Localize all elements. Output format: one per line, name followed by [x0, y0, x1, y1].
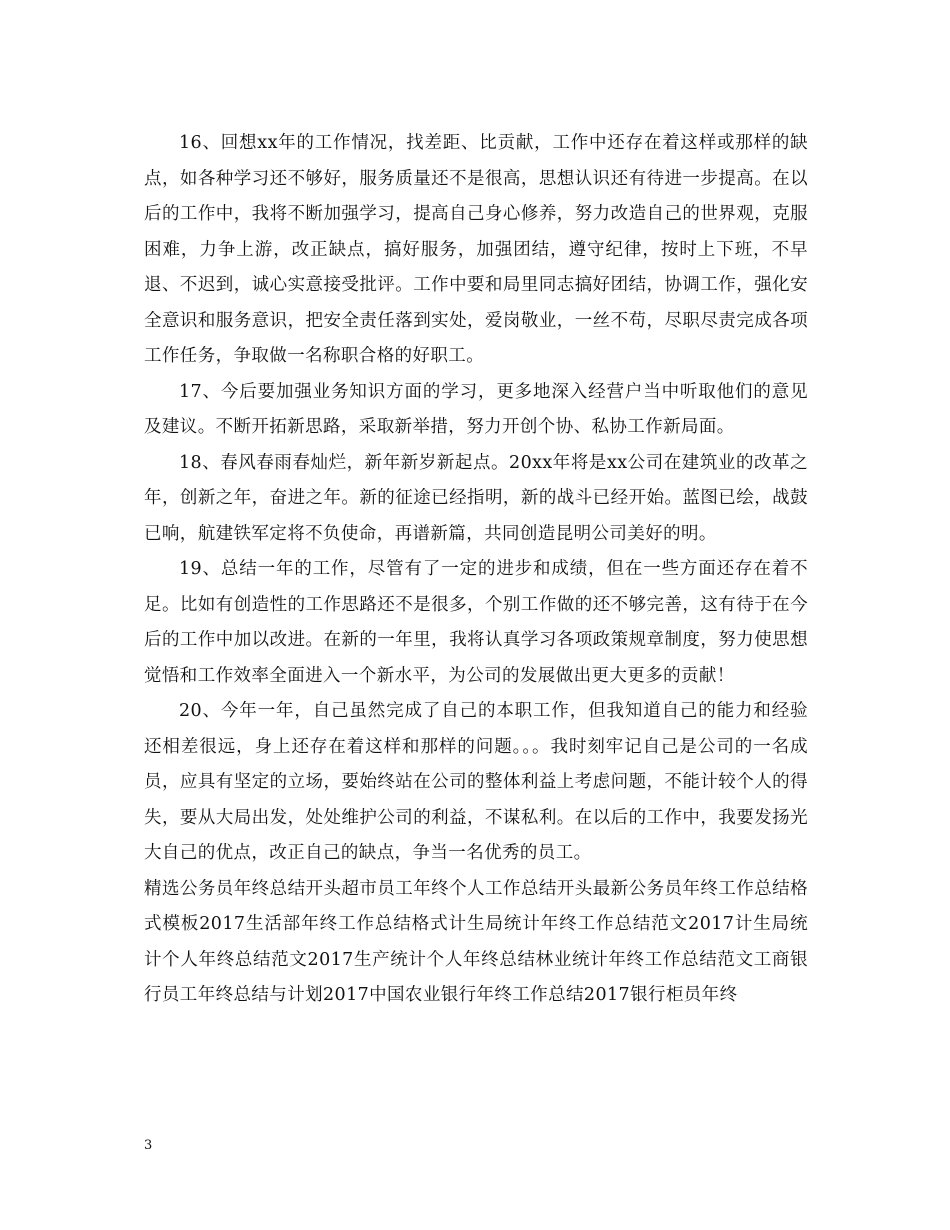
paragraph-18: 18、春风春雨春灿烂，新年新岁新起点。20xx年将是xx公司在建筑业的改革之年，创新之年，奋进之年。新的征途已经指明，新的战斗已经开始。蓝图已绘，战鼓已响，航建铁军定将不负使命，再谱新篇，共同创造昆明公司美好的明。 — [144, 452, 808, 544]
paragraph-17: 17、今后要加强业务知识方面的学习，更多地深入经营户当中听取他们的意见及建议。不断开拓新思路，采取新举措，努力开创个协、私协工作新局面。 — [144, 381, 808, 437]
related-articles-text: 精选公务员年终总结开头超市员工年终个人工作总结开头最新公务员年终工作总结格式模板2017生活部年终工作总结格式计生局统计年终工作总结范文2017计生局统计个人年终总结范文2017生产统计个人年终总结林业统计年终工作总结范文工商银行员工年终总结与计划2017中国农业银行年终工作总结2017银行柜员年终 — [144, 878, 808, 1005]
paragraph-19: 19、总结一年的工作，尽管有了一定的进步和成绩，但在一些方面还存在着不足。比如有创造性的工作思路还不是很多，个别工作做的还不够完善，这有待于在今后的工作中加以改进。在新的一年里，我将认真学习各项政策规章制度，努力使思想觉悟和工作效率全面进入一个新水平，为公司的发展做出更大更多的贡献！ — [144, 559, 808, 686]
document-body — [144, 126, 808, 1014]
page-number: 3 — [144, 1138, 153, 1153]
paragraph-20: 20、今年一年，自己虽然完成了自己的本职工作，但我知道自己的能力和经验还相差很远，身上还存在着这样和那样的问题。。。我时刻牢记自己是公司的一名成员，应具有坚定的立场，要始终站在公司的整体利益上考虑问题，不能计较个人的得失，要从大局出发，处处维护公司的利益，不谋私利。在以后的工作中，我要发扬光大自己的优点，改正自己的缺点，争当一名优秀的员工。 — [144, 701, 808, 863]
paragraph-16: 16、回想xx年的工作情况，找差距、比贡献，工作中还存在着这样或那样的缺点，如各种学习还不够好，服务质量还不是很高，思想认识还有待进一步提高。在以后的工作中，我将不断加强学习，提高自己身心修养，努力改造自己的世界观，克服困难，力争上游，改正缺点，搞好服务，加强团结，遵守纪律，按时上下班，不早退、不迟到，诚心实意接受批评。工作中要和局里同志搞好团结，协调工作，强化安全意识和服务意识，把安全责任落到实处，爱岗敬业，一丝不苟，尽职尽责完成各项工作任务，争取做一名称职合格的好职工。 — [144, 133, 808, 366]
